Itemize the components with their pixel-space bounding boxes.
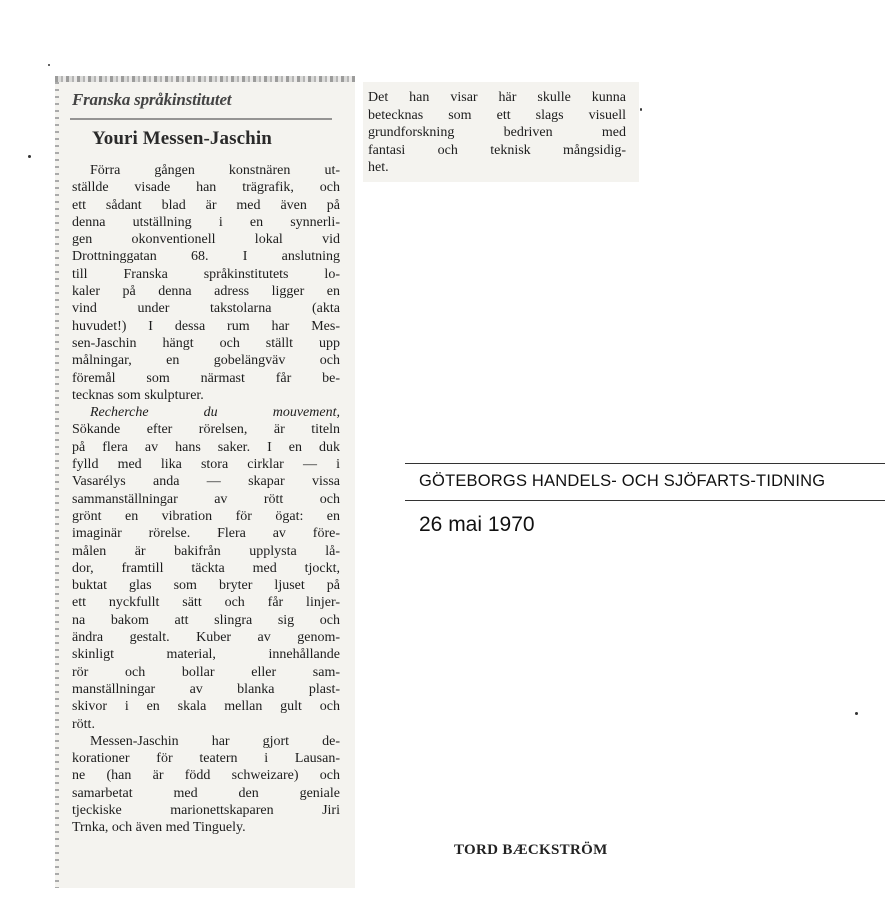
body-line: dor, framtill täckta med tjockt, [72,560,340,576]
article-body-left [72,162,340,837]
article-headline: Youri Messen-Jaschin [92,128,272,149]
body-line: skinligt material, innehållande [72,647,340,663]
body-line: Messen-Jaschin har gjort de- [90,733,340,749]
body-line: tecknas som skulpturer. [72,387,204,403]
body-line: betecknas som ett slags visuell [368,107,626,123]
body-line: grundforskning bedriven med [368,125,626,140]
body-line: rött. [72,716,95,732]
body-line: denna utställning i en synnerli- [72,214,340,230]
body-line: imaginär rörelse. Flera av före- [72,526,340,542]
body-line: fylld med lika stora cirklar — i [72,457,340,473]
body-line: rör och bollar eller sam- [72,664,340,680]
body-line: Vasarélys anda — skapar vissa [72,474,340,490]
body-line: buktat glas som bryter ljuset på [72,578,340,594]
publication-date: 26 mai 1970 [419,513,535,536]
body-line: till Franska språkinstitutets lo- [72,266,340,282]
body-line: Förra gången konstnären ut- [90,163,340,178]
body-line: kaler på denna adress ligger en [72,284,340,300]
body-line: ställde visade han trägrafik, och [72,180,340,196]
scan-speck [28,155,31,158]
newspaper-name: GÖTEBORGS HANDELS- OCH SJÖFARTS-TIDNING [405,463,885,501]
body-line: tjeckiske marionettskaparen Jiri [72,802,340,818]
body-line: ändra gestalt. Kuber av genom- [72,630,340,646]
body-line: huvudet!) I dessa rum har Mes- [72,318,340,334]
body-line: manställningar av blanka plast- [72,681,340,697]
kicker-heading: Franska språkinstitutet [72,90,232,109]
body-line: Trnka, och även med Tinguely. [72,820,246,836]
body-line: sammanställningar av rött och [72,491,340,507]
body-line: vind under takstolarna (akta [72,301,340,317]
body-line: gen okonventionell lokal vid [72,232,340,248]
body-line: ett nyckfullt sätt och får linjer- [72,595,340,611]
body-line: föremål som närmast får be- [72,370,340,386]
body-line: sen-Jaschin hängt och ställt upp [72,335,340,351]
body-line: ne (han är född schweizare) och [72,768,340,784]
body-line: Det han visar här skulle kunna [368,90,626,105]
body-line: Sökande efter rörelsen, är titeln [72,422,340,438]
body-line: na bakom att slingra sig och [72,612,340,628]
scan-speck [48,64,50,66]
body-line: het. [368,160,389,175]
body-line: grönt en vibration för ögat: en [72,508,340,524]
body-line: på flera av hans saker. I en duk [72,439,340,455]
body-line: skivor i en skala mellan gult och [72,699,340,715]
body-line: samarbetat med den geniale [72,785,340,801]
author-signature: TORD BÆCKSTRÖM [454,842,608,858]
body-line: ett sådant blad är med även på [72,197,340,213]
body-line: målen är bakifrån upplysta lå- [72,543,340,559]
body-line-italic: Recherche du mouvement, [90,405,340,421]
body-line: målningar, en gobelängväv och [72,353,340,369]
body-line: korationer för teatern i Lausan- [72,751,340,767]
body-line: fantasi och teknisk mångsidig- [368,142,626,158]
body-line: Drottninggatan 68. I anslutning [72,249,340,265]
scan-speck [855,712,858,715]
article-body-right [368,89,626,177]
scan-speck [640,108,642,111]
kicker-rule [70,118,332,120]
